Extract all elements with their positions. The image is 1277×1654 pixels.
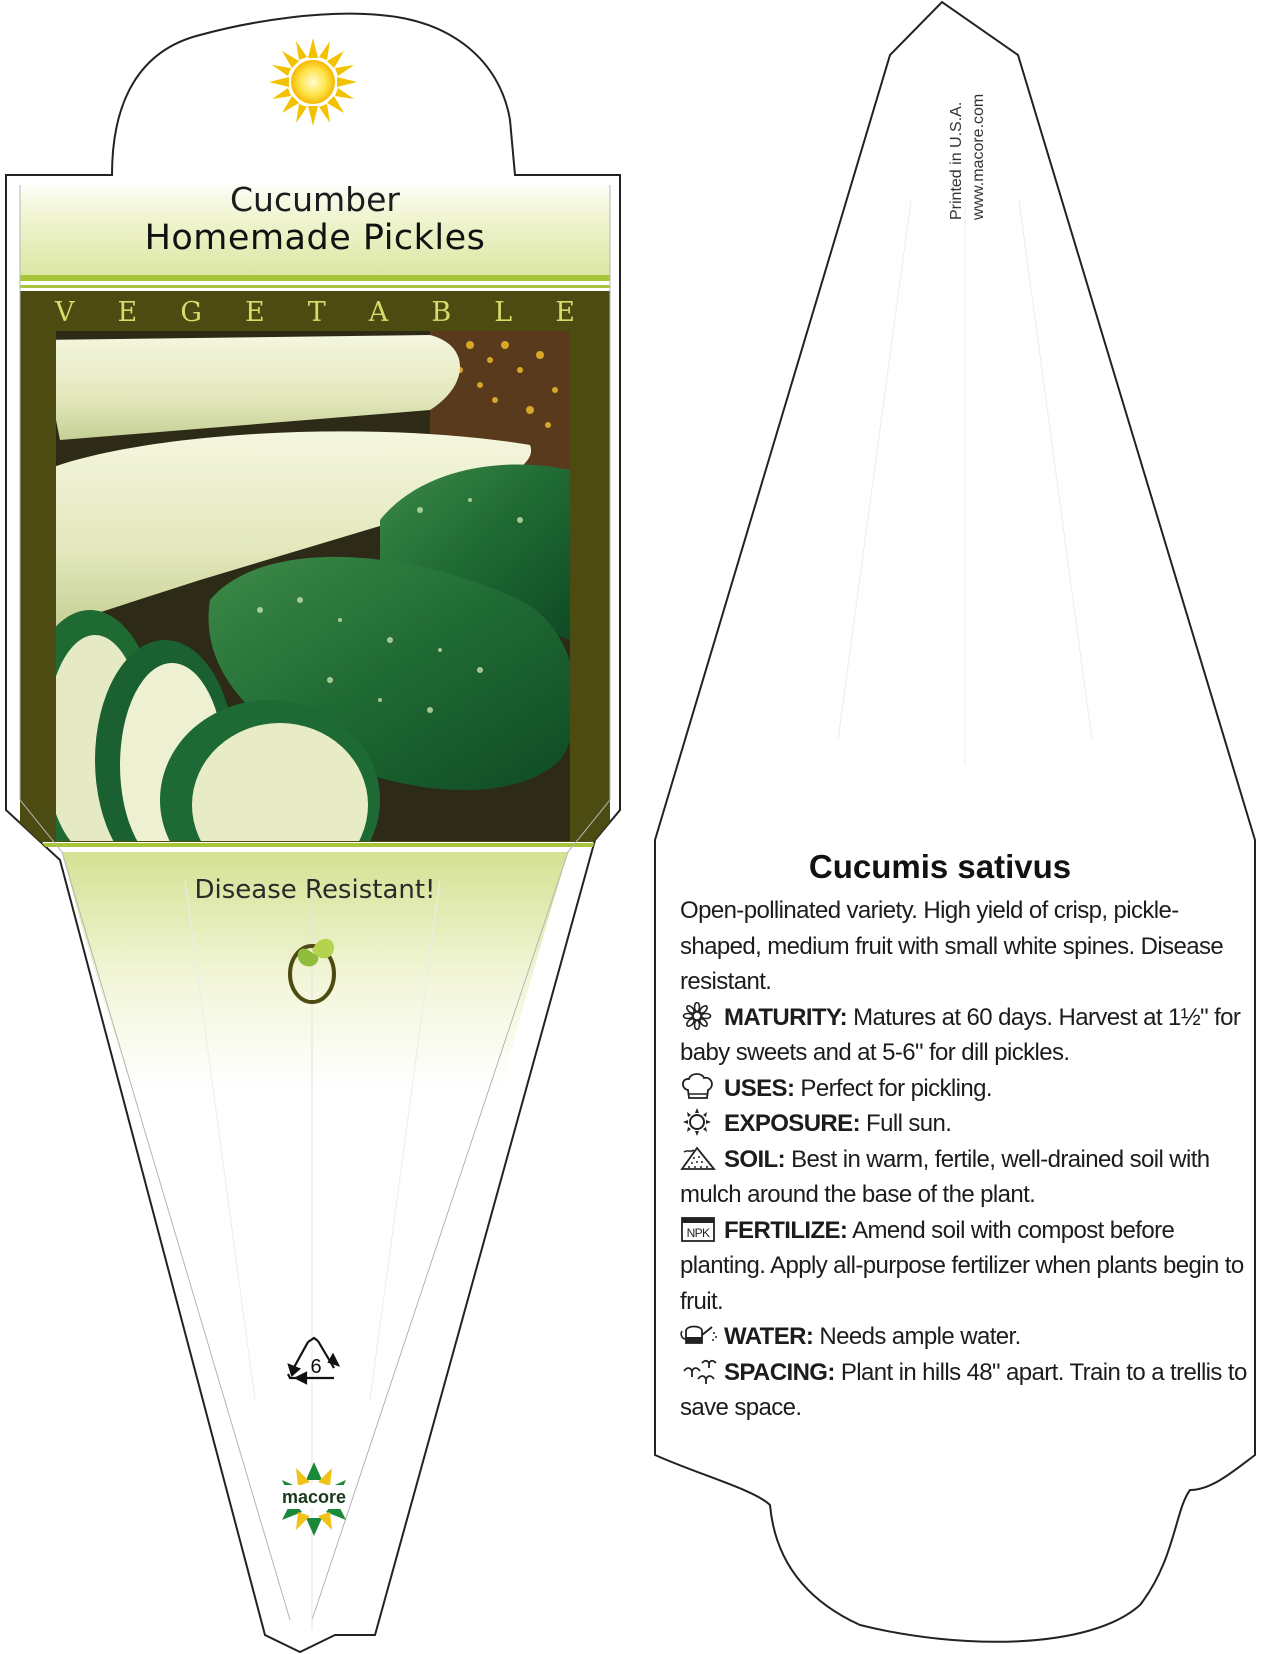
category-letter: L [494, 297, 513, 328]
section-text: Full sun. [859, 1110, 952, 1137]
section-label: FERTILIZE: [724, 1216, 848, 1244]
chef-hat-icon [680, 1073, 718, 1101]
recycle-number: 6 [310, 1356, 322, 1378]
npk-icon [680, 1215, 718, 1243]
section-text: Plant in hills 48" apart. Train to a trellis to save space. [680, 1358, 1247, 1421]
category-letter: G [180, 297, 202, 328]
info-section-maturity [680, 1000, 1255, 1071]
info-section-water [680, 1319, 1255, 1355]
category-band [55, 297, 575, 333]
info-section-fertilize [680, 1213, 1255, 1320]
botanical-name: Cucumis sativus [808, 848, 1072, 885]
npk-label: NPK [686, 1225, 710, 1240]
soil-icon [680, 1144, 718, 1172]
print-note [946, 50, 987, 220]
section-label: SOIL: [724, 1145, 785, 1173]
category-letter: T [307, 297, 326, 328]
section-text: Needs ample water. [813, 1323, 1021, 1350]
cucumber-photo [20, 331, 576, 900]
print-note-line: Printed in U.S.A. [948, 101, 965, 220]
seedling-spacing-icon [680, 1357, 718, 1385]
section-text: Perfect for pickling. [794, 1074, 992, 1102]
info-section-spacing [680, 1355, 1255, 1426]
sun-icon [269, 38, 357, 126]
common-name: Cucumber [230, 180, 400, 219]
section-label: EXPOSURE: [724, 1110, 860, 1137]
info-section-soil [680, 1142, 1255, 1213]
category-letter: V [55, 297, 75, 328]
flower-icon [680, 1002, 718, 1030]
section-text: Best in warm, fertile, well-drained soil with mulch around the base of the plant. [680, 1145, 1210, 1208]
category-letter: E [244, 297, 265, 328]
description: Open-pollinated variety. High yield of crisp, pickle-shaped, medium fruit with small white spines. Disease resistant. [680, 897, 1224, 995]
tagline: Disease Resistant! [194, 875, 436, 905]
section-text: Matures at 60 days. Harvest at 1½" for baby sweets and at 5-6" for dill pickles. [680, 1003, 1241, 1066]
brand-name: macore [281, 1487, 347, 1507]
category-letter: B [431, 297, 452, 328]
watering-can-icon [680, 1321, 718, 1349]
category-letter: E [555, 297, 575, 328]
section-label: MATURITY: [724, 1003, 848, 1031]
info-section-uses [680, 1071, 1255, 1107]
care-info [680, 893, 1255, 1426]
category-letter: A [368, 297, 389, 328]
section-label: USES: [724, 1074, 795, 1102]
variety-name: Homemade Pickles [144, 218, 486, 258]
print-note-line: www.macore.com [970, 93, 987, 220]
category-letter: E [117, 297, 138, 328]
section-text: Amend soil with compost before planting. Apply all-purpose fertilizer when plants begin to fruit. [680, 1216, 1244, 1315]
info-section-exposure [680, 1106, 1255, 1142]
section-label: SPACING: [724, 1358, 835, 1386]
section-label: WATER: [724, 1323, 814, 1350]
sun-outline-icon [680, 1108, 718, 1136]
